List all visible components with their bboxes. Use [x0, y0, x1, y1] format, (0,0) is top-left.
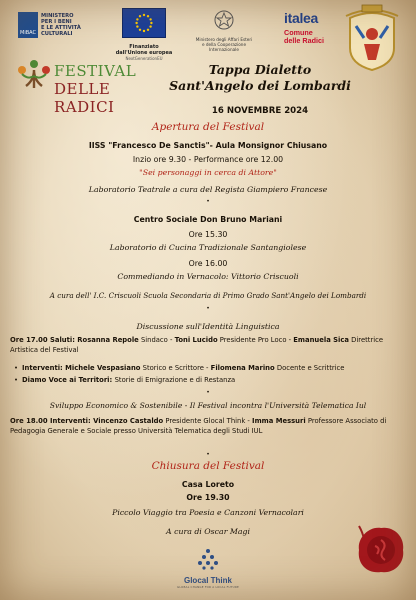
interventi-name: Michele Vespasiano: [65, 364, 141, 372]
chiusura-event: Piccolo Viaggio tra Poesia e Canzoni Vernacolari: [112, 508, 304, 517]
maeci-line: Ministero degli Affari Esteri: [195, 37, 253, 42]
mibac-mark: MiBAC: [18, 12, 38, 38]
separator-dot: •: [206, 198, 210, 205]
eu-caption: dall'Unione europea: [115, 50, 173, 56]
centro-time-2: Ore 16.00: [188, 259, 228, 268]
italea-word: italea: [284, 10, 318, 26]
interventi-role: Docente e Scrittrice: [274, 364, 345, 372]
separator-dot: •: [206, 389, 210, 396]
mibac-logo: [18, 8, 84, 42]
apertura-venue: IISS "Francesco De Sanctis"- Aula Monsignor Chiusano: [88, 141, 328, 150]
chiusura-venue: Casa Loreto: [181, 480, 235, 489]
italea-sub: delle Radici: [284, 36, 324, 45]
glocal-think-icon: [195, 548, 221, 570]
glocal-think-tagline: GLOBAL CHANGE FOR A LOCAL FUTURE: [177, 585, 239, 589]
wax-seal-icon: [353, 522, 409, 578]
maeci-logo: [188, 9, 260, 52]
voce-text: Storie di Emigrazione e di Restanza: [114, 376, 236, 384]
glocal-think-word: Glocal Think: [183, 576, 232, 585]
centro-school: A cura dell' I.C. Criscuoli Scuola Secondaria di Primo Grado Sant'Angelo dei Lombardi: [49, 291, 367, 300]
tree-roots-icon: [14, 58, 54, 104]
eu-sub: NextGenerationEU: [125, 56, 163, 61]
mibac-line: E LE ATTIVITÀ: [41, 25, 81, 31]
centro-venue: Centro Sociale Don Bruno Mariani: [133, 215, 283, 224]
mibac-line: MINISTERO: [41, 13, 74, 19]
discussione-interventi: [22, 364, 402, 374]
interventi-name: Filomena Marino: [210, 364, 275, 372]
discussione-saluti: [10, 336, 410, 355]
apertura-lab: Laboratorio Teatrale a cura del Regista Giampiero Francese: [88, 185, 328, 194]
saluti-role: Presidente Pro Loco -: [217, 336, 294, 344]
sviluppo-role: Presidente Glocal Think -: [163, 417, 253, 425]
italian-emblem-icon: [213, 9, 235, 31]
sviluppo-name: Vincenzo Castaldo: [93, 417, 164, 425]
sviluppo-name: Imma Messuri: [252, 417, 306, 425]
apertura-performance: "Sei personaggi in cerca di Attore": [139, 168, 277, 177]
interventi-label: Interventi:: [22, 364, 66, 372]
glocal-think-logo: [168, 548, 248, 589]
discussione-heading: Discussione sull'Identità Linguistica: [136, 322, 280, 331]
discussione-voce: [22, 376, 402, 386]
separator-dot: •: [206, 305, 210, 312]
saluti-name: Rosanna Repole: [77, 336, 139, 344]
saluti-label: Ore 17.00 Saluti:: [10, 336, 78, 344]
mibac-text: [41, 13, 81, 37]
saluti-role: Direttrice Artistica del Festival: [10, 336, 384, 354]
festival-logo: [14, 58, 159, 116]
festival-word: FESTIVAL: [54, 62, 137, 80]
apertura-time: Inzio ore 9.30 - Performance ore 12.00: [132, 155, 284, 164]
separator-dot: •: [206, 451, 210, 458]
saluti-name: Toni Lucido: [174, 336, 218, 344]
chiusura-curator: A cura di Oscar Magi: [165, 527, 251, 536]
sviluppo-role: Professore Associato di Pedagogia Generale e Sociale presso Università Telematica degli Studi IUL: [10, 417, 387, 435]
sviluppo-interventi: [10, 417, 410, 436]
interventi-role: Storico e Scrittore -: [140, 364, 211, 372]
title-line-2: Sant'Angelo dei Lombardi: [169, 78, 351, 93]
maeci-line: e della Cooperazione Internazionale: [201, 42, 247, 52]
eu-logo: [112, 8, 176, 61]
eu-caption: Finanziato: [129, 44, 159, 50]
italea-logo: [284, 10, 334, 45]
sviluppo-heading: Sviluppo Economico & Sostenibile - Il Festival incontra l'Università Telematica Iul: [49, 401, 367, 410]
title-line-1: Tappa Dialetto: [208, 62, 312, 77]
centro-lab: Laboratorio di Cucina Tradizionale Santangiolese: [109, 243, 307, 252]
apertura-heading: Apertura del Festival: [151, 121, 265, 133]
chiusura-heading: Chiusura del Festival: [151, 460, 265, 472]
festival-word-radici: DELLE RADICI: [54, 80, 115, 116]
sviluppo-label: Ore 18.00 Interventi:: [10, 417, 94, 425]
event-date: 16 NOVEMBRE 2024: [211, 106, 309, 116]
centro-time-1: Ore 15.30: [188, 230, 228, 239]
saluti-name: Emanuela Sica: [293, 336, 350, 344]
voce-label: Diamo Voce ai Territori:: [22, 376, 115, 384]
poster-title: [150, 62, 370, 94]
mibac-line: CULTURALI: [41, 31, 73, 37]
mibac-line: PER I BENI: [41, 19, 72, 25]
eu-flag-icon: [122, 8, 166, 38]
saluti-role: Sindaco -: [138, 336, 175, 344]
centro-comedy: Commediando in Vernacolo: Vittorio Criscuoli: [117, 272, 299, 281]
italea-sub: Comune: [284, 28, 313, 37]
chiusura-time: Ore 19.30: [186, 493, 230, 502]
